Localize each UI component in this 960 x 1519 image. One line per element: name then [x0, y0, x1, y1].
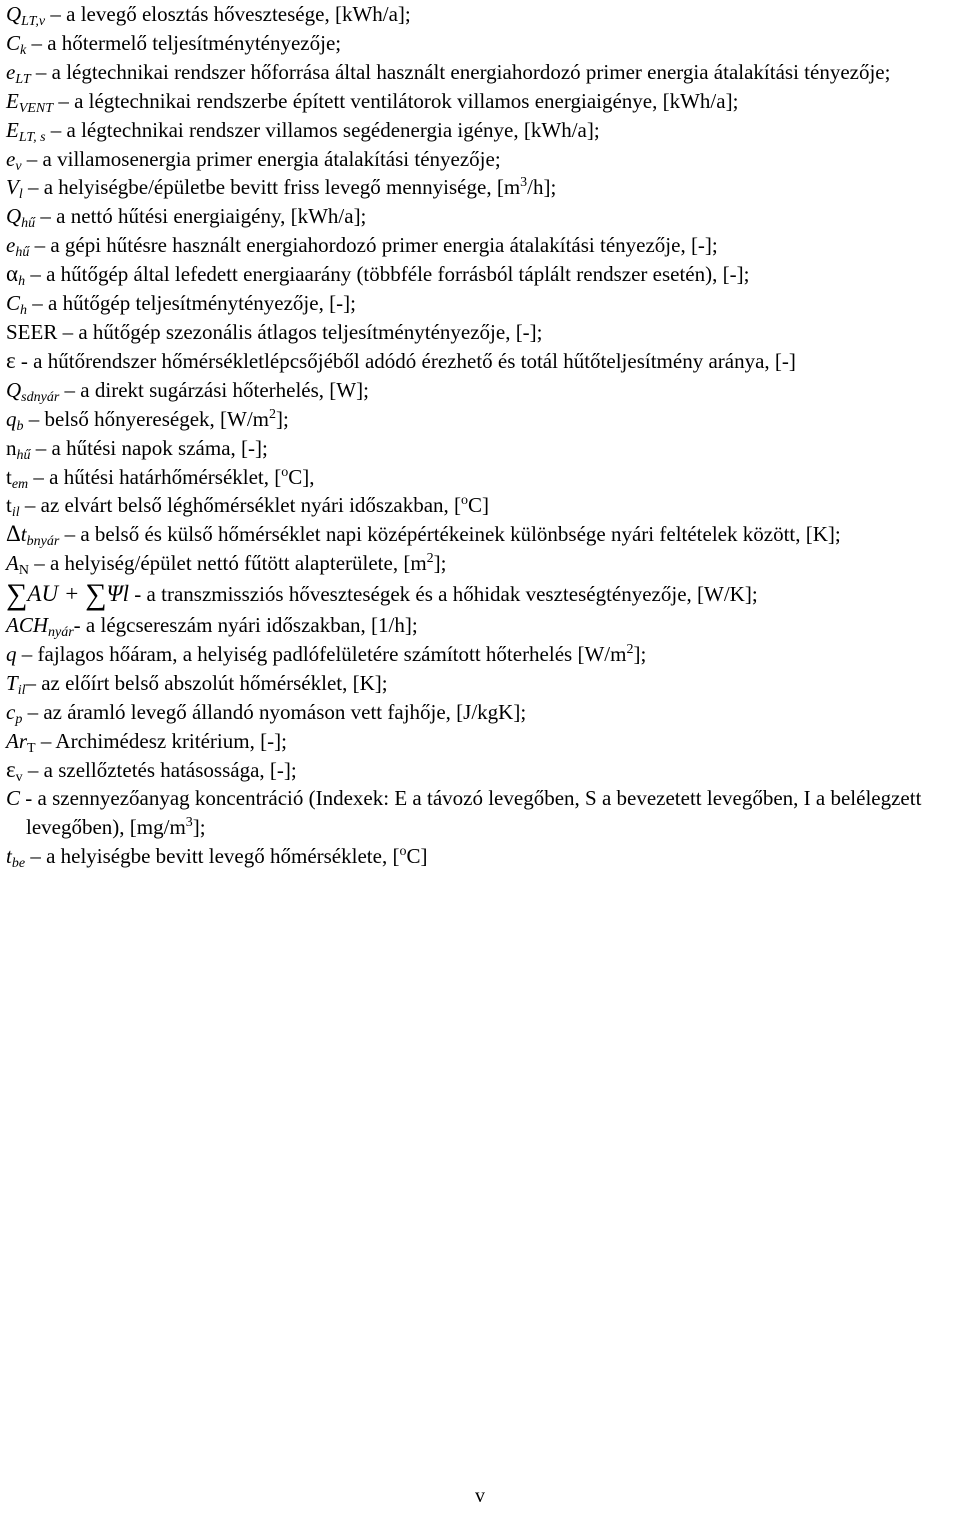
separator: – — [22, 757, 44, 782]
symbol: C — [6, 786, 21, 811]
separator: - — [73, 613, 86, 638]
symbol: C — [6, 30, 21, 55]
entry-t-il-abs — [6, 669, 958, 698]
description: a helyiségbe bevitt levegő hőmérséklete, [ — [46, 844, 400, 869]
separator: – — [28, 551, 50, 576]
separator: – — [28, 464, 50, 489]
description-end: /h]; — [527, 175, 557, 200]
description: az áramló levegő állandó nyomáson vett fajhője, [J/kgK]; — [43, 699, 527, 724]
entry-e-vent — [6, 87, 958, 116]
description: a villamosenergia primer energia átalakítási tényezője; — [42, 146, 501, 171]
entry-seer — [6, 318, 958, 347]
formula-psi: Ψ — [106, 581, 123, 607]
description-end: ]; — [633, 641, 647, 666]
description: a gépi hűtésre használt energiahordozó primer energia átalakítási tényezője, [-]; — [50, 233, 718, 258]
subscript: v — [15, 769, 23, 785]
entry-dt-bnyar — [6, 520, 958, 549]
symbol: Q — [6, 2, 22, 26]
separator: – — [26, 30, 48, 55]
entry-e-hu — [6, 231, 958, 260]
superscript: o — [461, 493, 469, 509]
symbol: E — [6, 117, 19, 142]
separator: – — [59, 377, 81, 402]
description: a hűtőgép teljesítménytényezője, [-]; — [48, 291, 356, 316]
description: a hőtermelő teljesítménytényezője; — [47, 30, 342, 55]
separator: – — [53, 88, 75, 113]
entry-epsilon — [6, 347, 958, 376]
entry-a-n — [6, 549, 958, 578]
superscript: 3 — [185, 815, 193, 831]
separator: – — [30, 59, 52, 84]
entry-q-hu — [6, 202, 958, 231]
description: a szennyezőanyag koncentráció (Indexek: E a távozó levegőben, S a bevezetett levegőben, I a belélegzett levegőben), [mg/m — [26, 786, 922, 840]
subscript: h — [18, 274, 26, 290]
description: a hűtőrendszer hőmérsékletlépcsőjéből adódó érezhető és totál hűtőteljesítmény aránya, [-] — [33, 348, 796, 373]
description: a transzmissziós hőveszteségek és a hőhidak veszteségtényezője, [W/K]; — [146, 582, 758, 607]
separator: – — [27, 291, 49, 316]
symbol: t — [6, 493, 12, 518]
symbol: Q — [6, 204, 22, 229]
subscript: hű — [16, 447, 31, 463]
superscript: 2 — [269, 406, 277, 422]
description: a belső és külső hőmérséklet napi középértékeinek különbsége nyári feltételek között, [K]; — [80, 522, 841, 547]
symbol: q — [6, 406, 17, 431]
greek-symbol: α — [6, 261, 19, 287]
symbol: ACH — [6, 613, 48, 638]
entry-ar-t — [6, 727, 958, 756]
description: a helyiségbe/épületbe bevitt friss levegő mennyisége, [m — [43, 175, 521, 200]
separator: – — [25, 844, 47, 869]
entry-c-conc — [6, 784, 958, 842]
description-end: ]; — [192, 815, 206, 840]
separator: – — [21, 146, 43, 171]
symbol: SEER — [6, 319, 58, 344]
symbol-list — [6, 0, 958, 871]
description-end: C] — [406, 844, 428, 869]
subscript: T — [27, 740, 36, 756]
description: a levegő elosztás hővesztesége, [kWh/a]; — [66, 2, 411, 26]
description: a hűtési határhőmérséklet, [ — [49, 464, 282, 489]
separator: – — [35, 204, 57, 229]
subscript: b — [16, 418, 24, 434]
subscript: LT,v — [21, 14, 46, 29]
symbol: Q — [6, 377, 22, 402]
symbol: C — [6, 291, 21, 316]
symbol: e — [6, 59, 16, 84]
subscript: VENT — [18, 100, 54, 116]
separator: – — [45, 117, 67, 142]
entry-t-be — [6, 842, 958, 871]
subscript: p — [15, 711, 23, 727]
subscript: il — [11, 505, 20, 521]
sum-icon: ∑ — [85, 578, 107, 612]
separator: – — [19, 493, 41, 518]
separator: – — [25, 670, 42, 695]
description: a helyiség/épület nettó fűtött alapterülete, [m — [49, 551, 427, 576]
description: Archimédesz kritérium, [-]; — [55, 728, 287, 753]
superscript: 2 — [426, 551, 434, 567]
subscript: hű — [21, 216, 36, 232]
subscript: LT — [15, 71, 31, 87]
greek-symbol: ε — [6, 756, 16, 782]
symbol: T — [6, 670, 18, 695]
entry-c-h — [6, 289, 958, 318]
formula-au: AU — [27, 581, 59, 607]
separator: – — [23, 406, 45, 431]
description-end: ]; — [433, 551, 447, 576]
subscript: h — [20, 303, 28, 319]
subscript: il — [17, 682, 26, 698]
subscript: bnyár — [26, 534, 60, 550]
symbol: E — [6, 88, 19, 113]
entry-q-b — [6, 405, 958, 434]
entry-v-l — [6, 173, 958, 202]
symbol: q — [6, 641, 17, 666]
description-end: ]; — [276, 406, 289, 431]
entry-eps-v — [6, 756, 958, 785]
separator: – — [22, 175, 44, 200]
symbol: e — [6, 233, 16, 258]
subscript: nyár — [48, 625, 74, 641]
description: a hűtőgép szezonális átlagos teljesítménytényezője, [-]; — [78, 319, 543, 344]
separator: - — [129, 582, 147, 607]
entry-ach-nyar — [6, 611, 958, 640]
symbol: t — [6, 464, 12, 489]
subscript: N — [18, 563, 29, 579]
symbol: c — [6, 699, 16, 724]
entry-e-lt — [6, 58, 958, 87]
symbol: t — [20, 522, 27, 547]
description-end: C], — [288, 464, 315, 489]
subscript: l — [18, 187, 23, 203]
subscript: LT, s — [18, 129, 46, 145]
separator: – — [29, 233, 51, 258]
entry-q-small — [6, 640, 958, 669]
superscript: o — [399, 844, 407, 860]
entry-e-v — [6, 145, 958, 174]
formula-l: l — [122, 581, 130, 607]
sum-icon: ∑ — [6, 578, 28, 612]
separator: - — [15, 348, 34, 373]
description: a hűtőgép által lefedett energiaarány (többféle forrásból táplált rendszer esetén), [-]; — [46, 262, 750, 287]
separator: – — [57, 319, 79, 344]
description: az előírt belső abszolút hőmérséklet, [K]; — [41, 670, 388, 695]
separator: – — [22, 699, 44, 724]
entry-q-lt-v — [6, 0, 958, 29]
superscript: o — [281, 464, 289, 480]
symbol: V — [6, 175, 19, 200]
symbol: t — [6, 844, 12, 869]
entry-e-lt-s — [6, 116, 958, 145]
separator: - — [20, 786, 38, 811]
subscript: sdnyár — [21, 389, 60, 405]
subscript: k — [20, 42, 27, 58]
description: a szellőztetés hatásossága, [-]; — [43, 757, 297, 782]
entry-c-k — [6, 29, 958, 58]
description: a direkt sugárzási hőterhelés, [W]; — [80, 377, 369, 402]
formula-plus: + — [58, 581, 86, 607]
description: a légtechnikai rendszer hőforrása által használt energiahordozó primer energia átalakítási tényezője; — [51, 59, 891, 84]
subscript: be — [11, 856, 26, 872]
entry-sum-au — [6, 578, 958, 611]
entry-c-p — [6, 698, 958, 727]
superscript: 2 — [626, 641, 634, 657]
symbol: e — [6, 146, 16, 171]
separator: – — [25, 262, 47, 287]
subscript: hű — [15, 245, 30, 261]
description: a légtechnikai rendszerbe épített ventilátorok villamos energiaigénye, [kWh/a]; — [74, 88, 739, 113]
greek-symbol: Δ — [6, 521, 21, 547]
separator: – — [30, 435, 52, 460]
entry-t-em — [6, 463, 958, 492]
description: az elvárt belső léghőmérséklet nyári időszakban, [ — [40, 493, 462, 518]
page-number: v — [475, 1485, 485, 1507]
separator: – — [35, 728, 56, 753]
description: a légtechnikai rendszer villamos segédenergia igénye, [kWh/a]; — [66, 117, 600, 142]
symbol: n — [6, 435, 17, 460]
description: belső hőnyereségek, [W/m — [44, 406, 270, 431]
entry-alpha-h — [6, 260, 958, 289]
entry-n-hu — [6, 434, 958, 463]
description: a légcsereszám nyári időszakban, [1/h]; — [85, 613, 418, 638]
symbol: A — [6, 551, 19, 576]
greek-symbol: ε — [6, 347, 16, 373]
symbol: Ar — [6, 728, 27, 753]
description-end: C] — [468, 493, 490, 518]
description: a hűtési napok száma, [-]; — [51, 435, 268, 460]
entry-q-sdnyar — [6, 376, 958, 405]
separator: – — [16, 641, 38, 666]
separator: – — [59, 522, 81, 547]
subscript: em — [11, 476, 29, 492]
description: a nettó hűtési energiaigény, [kWh/a]; — [56, 204, 367, 229]
superscript: 3 — [520, 175, 528, 191]
separator: – — [45, 2, 67, 26]
description: fajlagos hőáram, a helyiség padlófelületére számított hőterhelés [W/m — [37, 641, 627, 666]
entry-t-il — [6, 491, 958, 520]
subscript: v — [15, 158, 22, 174]
